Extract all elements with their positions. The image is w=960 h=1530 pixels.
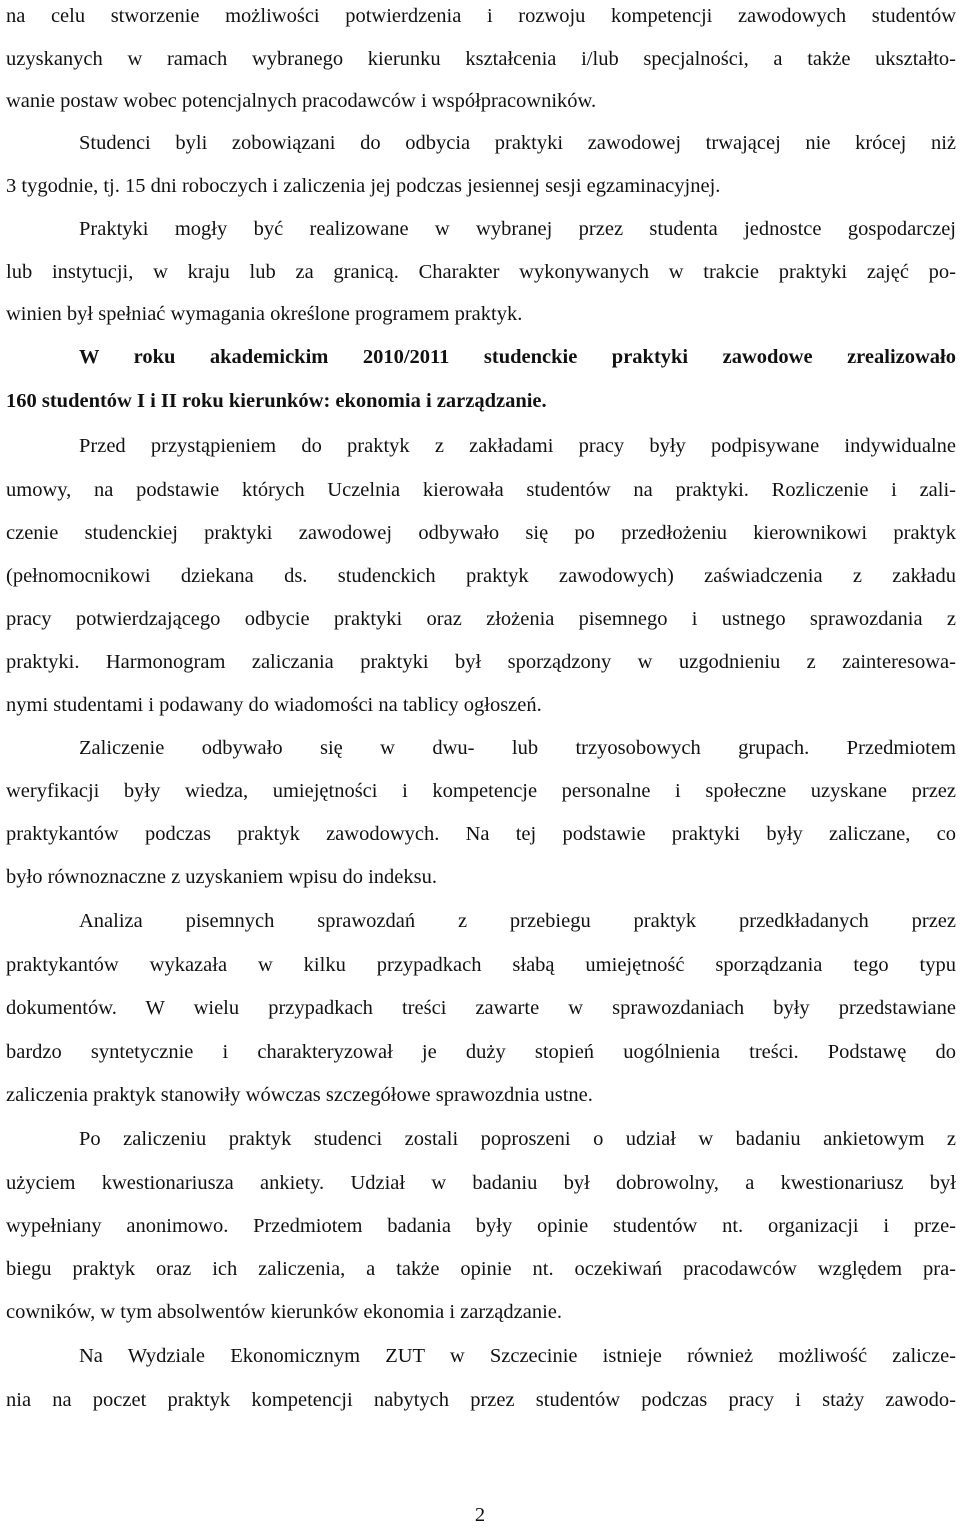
text-line: winien był spełniać wymagania określone programem praktyk. — [6, 303, 523, 325]
text-line: 3 tygodnie, tj. 15 dni roboczych i zaliczenia jej podczas jesiennej sesji egzaminacyjnej. — [6, 175, 721, 197]
text-line: nia na poczet praktyk kompetencji nabytych przez studentów podczas pracy i staży zawodo- — [6, 1389, 956, 1411]
text-line: dokumentów. W wielu przypadkach treści zawarte w sprawozdaniach były przedstawiane — [6, 997, 956, 1019]
text-line: Po zaliczeniu praktyk studenci zostali poproszeni o udział w badaniu ankietowym z — [79, 1128, 956, 1150]
text-line: Analiza pisemnych sprawozdań z przebiegu praktyk przedkładanych przez — [79, 910, 956, 932]
text-line: Praktyki mogły być realizowane w wybranej przez studenta jednostce gospodarczej — [79, 218, 956, 240]
text-line: praktyki. Harmonogram zaliczania praktyki był sporządzony w uzgodnieniu z zainteresowa- — [6, 651, 956, 673]
text-line: nymi studentami i podawany do wiadomości na tablicy ogłoszeń. — [6, 694, 542, 716]
text-line: wypełniany anonimowo. Przedmiotem badania były opinie studentów nt. organizacji i prze- — [6, 1215, 956, 1237]
text-line: było równoznaczne z uzyskaniem wpisu do indeksu. — [6, 866, 437, 888]
text-line: użyciem kwestionariusza ankiety. Udział w badaniu był dobrowolny, a kwestionariusz był — [6, 1172, 956, 1194]
text-line: biegu praktyk oraz ich zaliczenia, a także opinie nt. oczekiwań pracodawców względem pra- — [6, 1258, 956, 1280]
text-line: praktykantów podczas praktyk zawodowych. Na tej podstawie praktyki były zaliczane, co — [6, 823, 956, 845]
text-line: weryfikacji były wiedza, umiejętności i kompetencje personalne i społeczne uzyskane przez — [6, 780, 956, 802]
text-line: pracy potwierdzającego odbycie praktyki oraz złożenia pisemnego i ustnego sprawozdania z — [6, 608, 956, 630]
text-line: Przed przystąpieniem do praktyk z zakładami pracy były podpisywane indywidualne — [79, 435, 956, 457]
text-line: czenie studenckiej praktyki zawodowej odbywało się po przedłożeniu kierownikowi praktyk — [6, 522, 956, 544]
text-line: zaliczenia praktyk stanowiły wówczas szczegółowe sprawozdnia ustne. — [6, 1084, 593, 1106]
text-line: uzyskanych w ramach wybranego kierunku kształcenia i/lub specjalności, a także ukształto- — [6, 48, 956, 70]
page-number: 2 — [474, 1504, 486, 1526]
text-line: W roku akademickim 2010/2011 studenckie praktyki zawodowe zrealizowało — [79, 346, 956, 368]
text-line: cowników, w tym absolwentów kierunków ekonomia i zarządzanie. — [6, 1301, 562, 1323]
text-line: (pełnomocnikowi dziekana ds. studenckich praktyk zawodowych) zaświadczenia z zakładu — [6, 565, 956, 587]
text-line: praktykantów wykazała w kilku przypadkach słabą umiejętność sporządzania tego typu — [6, 954, 956, 976]
text-line: Studenci byli zobowiązani do odbycia praktyki zawodowej trwającej nie krócej niż — [79, 132, 956, 154]
text-line: na celu stworzenie możliwości potwierdzenia i rozwoju kompetencji zawodowych studentów — [6, 5, 956, 27]
text-line: wanie postaw wobec potencjalnych pracodawców i współpracowników. — [6, 90, 597, 112]
text-line: lub instytucji, w kraju lub za granicą. Charakter wykonywanych w trakcie praktyki zajęć po- — [6, 261, 956, 283]
text-line: Zaliczenie odbywało się w dwu- lub trzyosobowych grupach. Przedmiotem — [79, 737, 956, 759]
text-line: Na Wydziale Ekonomicznym ZUT w Szczecinie istnieje również możliwość zalicze- — [79, 1345, 956, 1367]
text-line: bardzo syntetycznie i charakteryzował je duży stopień uogólnienia treści. Podstawę do — [6, 1041, 956, 1063]
text-line: umowy, na podstawie których Uczelnia kierowała studentów na praktyki. Rozliczenie i zali- — [6, 479, 956, 501]
text-line: 160 studentów I i II roku kierunków: ekonomia i zarządzanie. — [6, 390, 547, 412]
